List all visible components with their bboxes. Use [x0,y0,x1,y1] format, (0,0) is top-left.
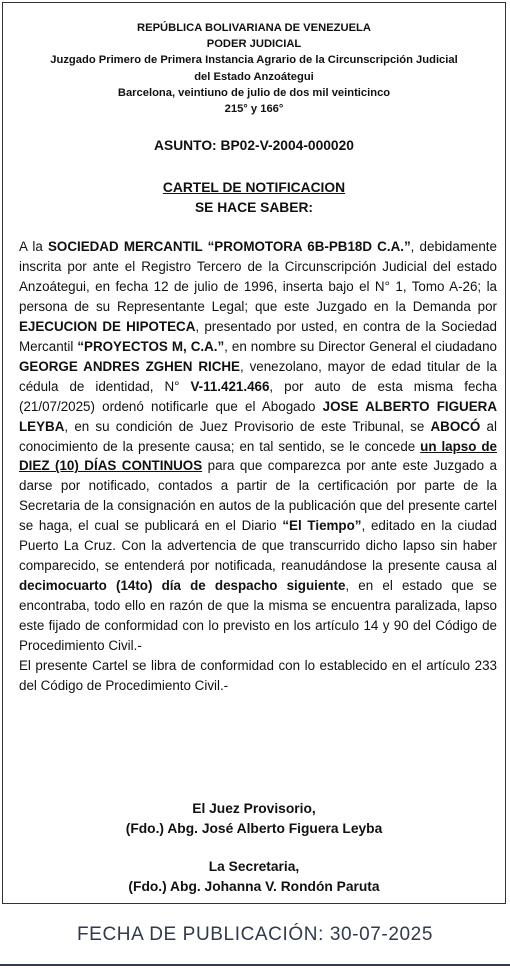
notice-title-block [3,178,505,218]
notice-subtitle: SE HACE SABER: [194,200,314,215]
header-court-name: Juzgado Primero de Primera Instancia Agrario de la Circunscripción Judicial [50,54,458,67]
header-years: 215° y 166° [224,103,284,116]
notice-title: CARTEL DE NOTIFICACION [162,180,346,195]
body-text-run: para que comparezca por ante este Juzgado a darse por notificado, contados a partir de la certificación por parte de la Secretaria de la consignación en autos de la publicación que del presente cartel se haga, el cual se publicará en el Diario [19,458,497,534]
id-number: V-11.421.466 [190,378,270,394]
publication-date: FECHA DE PUBLICACIÓN: 30-07-2025 [76,924,434,945]
body-text-run: A la [19,239,48,254]
body-text-run: , venezolano, mayor de edad titular de la cédula de identidad, N° [19,358,497,394]
aboco-term: ABOCÓ [430,418,481,434]
body-text-run: al conocimiento de la presente causa; en tal sentido, se le concede [19,418,497,454]
company-name: “PROYECTOS M, C.A.” [77,338,225,354]
body-paragraph-legal-basis: El presente Cartel se libra de conformidad con lo establecido en el artículo 233 del Código de Procedimiento Civil.- [19,658,497,693]
body-text-run: , en su condición de Juez Provisorio de este Tribunal, se [64,418,431,434]
resumption-day: decimocuarto (14to) día de despacho siguiente [19,578,346,594]
secretary-signature: (Fdo.) Abg. Johanna V. Rondón Paruta [128,879,380,894]
judge-name-inline: JOSE ALBERTO FIGUERA LEYBA [19,398,497,434]
header-judicial-power: PODER JUDICIAL [206,38,302,51]
case-subject: ASUNTO: BP02-V-2004-000020 [154,138,354,153]
lawsuit-type: EJECUCION DE HIPOTECA [19,318,196,334]
body-paragraph-main [19,237,497,656]
signature-block [3,799,505,897]
header-republic: REPÚBLICA BOLIVARIANA DE VENEZUELA [137,22,371,34]
director-name: GEORGE ANDRES ZGHEN RICHE [19,358,240,374]
body-text-run: , debidamente inscrita por ante el Registro Tercero de la Circunscripción Judicial del estado Anzoátegui, en fecha 12 de julio de 1996, inserta bajo el N° 1, Tomo A-26; la persona de su Representante Legal; que este Juzgado en la Demanda por [19,239,497,314]
defendant-company: SOCIEDAD MERCANTIL “PROMOTORA 6B-PB18D C.A.” [47,239,411,254]
court-header [3,20,505,117]
notice-body [19,237,497,696]
secretary-title: La Secretaria, [208,859,300,874]
header-state: del Estado Anzoátegui [194,70,314,83]
deadline-term: un lapso de DIEZ (10) DÍAS CONTINUOS [19,438,497,474]
judge-title: El Juez Provisorio, [192,801,316,816]
footer-divider [0,964,510,966]
body-text-run: , en el estado que se encontraba, todo ello en razón de que la misma se encuentra paralizada, lapso este fijado de conformidad con lo previsto en los artículo 14 y 90 del Código de Procedimiento Civil.- [19,578,498,654]
body-text-run: , editado en la ciudad Puerto La Cruz. Con la advertencia de que transcurrido dicho lapso sin haber comparecido, se entenderá por notificada, reanudándose la presente causa al [19,518,497,574]
body-text-run: , en nombre su Director General el ciudadano [224,338,497,354]
newspaper-name: “El Tiempo” [282,518,362,534]
header-city-date: Barcelona, veintiuno de julio de dos mil veinticinco [117,86,391,99]
body-text-run: , presentado por usted, en contra de la Sociedad Mercantil [19,318,497,354]
notice-frame [2,2,506,904]
body-text-run: , por auto de esta misma fecha (21/07/2025) ordenó notificarle que el Abogado [19,378,497,414]
judge-signature: (Fdo.) Abg. José Alberto Figuera Leyba [125,821,383,836]
